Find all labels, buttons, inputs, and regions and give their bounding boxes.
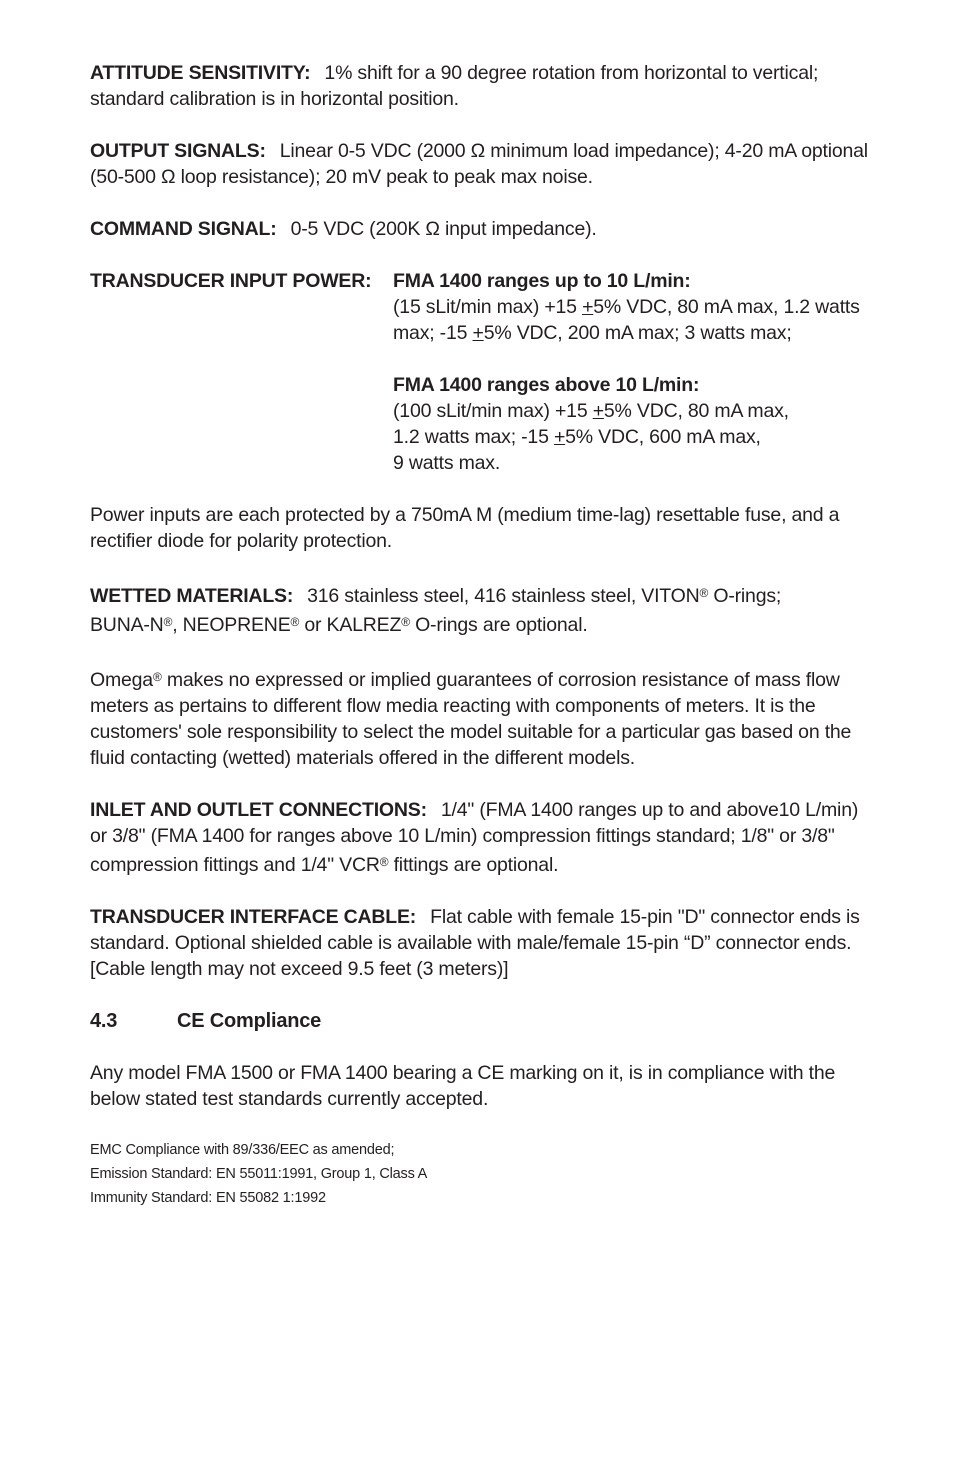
command-signal-text: 0-5 VDC (200K Ω input impedance). (290, 218, 597, 240)
wetted-materials-paragraph: WETTED MATERIALS: 316 stainless steel, 416 stainless steel, VITON® O-rings; BUNA-N®, NEOPRENE® or KALREZ® O-rings are optional. (90, 585, 782, 636)
transducer-input-power-label: TRANSDUCER INPUT POWER: (90, 270, 372, 292)
inlet-outlet-paragraph: INLET AND OUTLET CONNECTIONS: 1/4" (FMA 1400 ranges up to and above10 L/min) or 3/8" (FMA 1400 for ranges above 10 L/min) compression fittings standard; 1/8" or 3/8" compression fittings and 1/4" VCR® fittings are optional. (90, 799, 859, 876)
output-signals-text: Linear 0-5 VDC (2000 Ω minimum load impedance); 4-20 mA optional (50-500 Ω loop resistance); 20 mV peak to peak max noise. (90, 140, 868, 188)
ce-compliance-paragraph: Any model FMA 1500 or FMA 1400 bearing a CE marking on it, is in compliance with the below stated test standards currently accepted. (90, 1062, 836, 1110)
section-heading (90, 1008, 870, 1034)
range-above-10-line1: (100 sLit/min max) +15 +5% VDC, 80 mA max, (393, 400, 789, 422)
range-up-to-10-text: (15 sLit/min max) +15 +5% VDC, 80 mA max, 1.2 watts max; -15 +5% VDC, 200 mA max; 3 watts max; (393, 296, 860, 344)
omega-disclaimer-paragraph: Omega® makes no expressed or implied guarantees of corrosion resistance of mass flow meters as pertains to different flow media reacting with components of meters. It is the customers' sole responsibility to select the model suitable for a particular gas based on the fluid contacting (wetted) materials offered in the different models. (90, 669, 852, 769)
power-inputs-paragraph: Power inputs are each protected by a 750mA M (medium time-lag) resettable fuse, and a rectifier diode for polarity protection. (90, 504, 840, 552)
section-title: CE Compliance (177, 1010, 322, 1032)
attitude-sensitivity-label: ATTITUDE SENSITIVITY: (90, 62, 311, 84)
inlet-outlet-label: INLET AND OUTLET CONNECTIONS: (90, 799, 427, 821)
emc-line-3: Immunity Standard: EN 55082 1:1992 (90, 1190, 326, 1206)
interface-cable-paragraph (90, 904, 870, 982)
emc-line-2: Emission Standard: EN 55011:1991, Group 1, Class A (90, 1166, 428, 1182)
range-above-10-heading: FMA 1400 ranges above 10 L/min: (393, 374, 700, 396)
range-above-10-line3: 9 watts max. (393, 452, 501, 474)
transducer-input-power-body (393, 268, 870, 476)
attitude-sensitivity-text: 1% shift for a 90 degree rotation from horizontal to vertical; standard calibration is in horizontal position. (90, 62, 819, 110)
section-number: 4.3 (90, 1010, 118, 1032)
output-signals-label: OUTPUT SIGNALS: (90, 140, 266, 162)
command-signal-paragraph (90, 216, 870, 242)
attitude-sensitivity-paragraph (90, 60, 870, 112)
range-above-10-line2: 1.2 watts max; -15 +5% VDC, 600 mA max, (393, 426, 761, 448)
document-page (90, 60, 870, 1210)
range-above-10-block (393, 372, 870, 476)
output-signals-paragraph (90, 138, 870, 190)
range-up-to-10-heading: FMA 1400 ranges up to 10 L/min: (393, 270, 691, 292)
wetted-materials-label: WETTED MATERIALS: (90, 585, 294, 607)
emc-compliance-block (90, 1138, 870, 1210)
emc-line-1: EMC Compliance with 89/336/EEC as amended; (90, 1142, 395, 1158)
range-up-to-10-block (393, 268, 870, 346)
interface-cable-text: Flat cable with female 15-pin "D" connector ends is standard. Optional shielded cable is available with male/female 15-pin “D” connector ends. [Cable length may not exceed 9.5 feet (3 meters)] (90, 906, 860, 980)
command-signal-label: COMMAND SIGNAL: (90, 218, 277, 240)
interface-cable-label: TRANSDUCER INTERFACE CABLE: (90, 906, 417, 928)
transducer-input-power-section (90, 268, 870, 476)
